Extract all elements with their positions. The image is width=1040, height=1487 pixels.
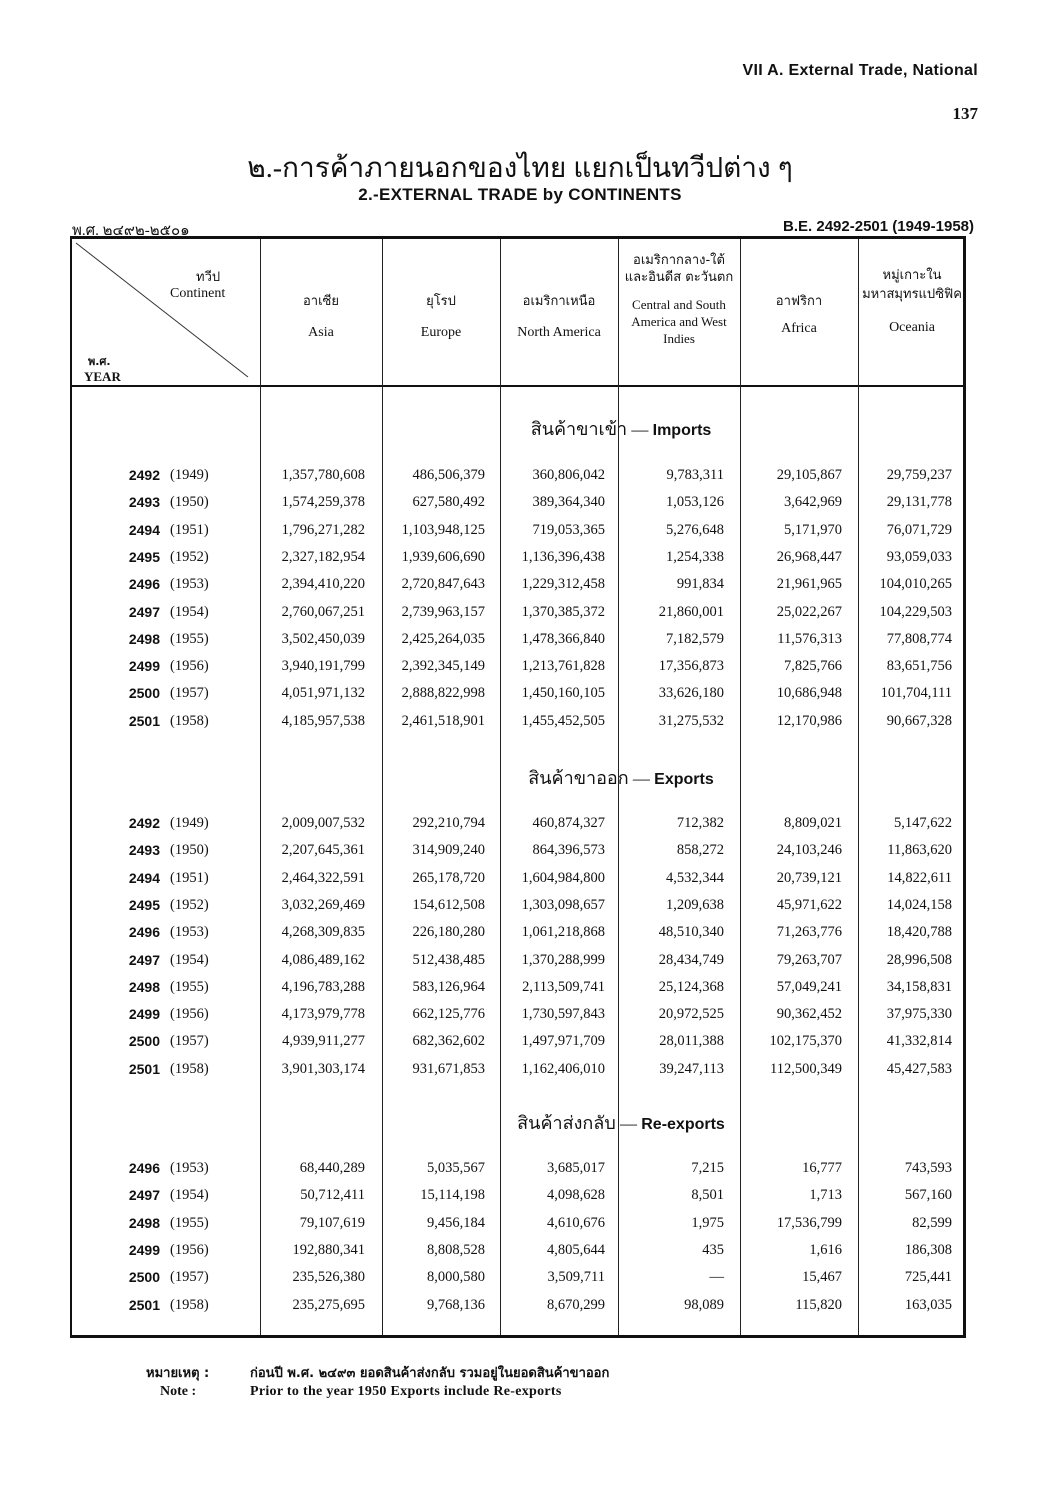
value-cell: 14,822,611 xyxy=(887,869,952,886)
value-cell: 1,604,984,800 xyxy=(521,869,605,886)
column-header-north-america xyxy=(500,292,618,342)
value-cell: 3,642,969 xyxy=(784,494,842,511)
value-cell: 3,685,017 xyxy=(547,1160,605,1176)
value-cell: 682,362,602 xyxy=(412,1033,485,1050)
value-cell: 2,425,264,035 xyxy=(401,630,485,647)
value-cell: 1,229,312,458 xyxy=(521,576,605,593)
section-title-dash: — xyxy=(628,769,655,788)
table-row xyxy=(70,631,966,658)
value-cell: 4,098,628 xyxy=(547,1187,605,1204)
value-cell: 1,103,948,125 xyxy=(401,521,485,538)
value-cell: 8,670,299 xyxy=(547,1296,605,1313)
year-common-era: (1951) xyxy=(170,869,209,886)
value-cell: 2,327,182,954 xyxy=(281,548,365,565)
column-header-africa xyxy=(740,292,858,338)
year-common-era: (1954) xyxy=(170,951,209,968)
value-cell: 15,467 xyxy=(802,1269,842,1286)
column-header-english: Europe xyxy=(420,325,462,340)
value-cell: 858,272 xyxy=(676,842,724,859)
value-cell: 2,464,322,591 xyxy=(281,869,365,886)
value-cell: 5,147,622 xyxy=(894,815,952,831)
value-cell: 265,178,720 xyxy=(412,869,485,886)
value-cell: 1,053,126 xyxy=(666,494,724,511)
value-cell: 2,739,963,157 xyxy=(401,603,485,620)
value-cell: 1,574,259,378 xyxy=(281,494,365,511)
value-cell: 29,759,237 xyxy=(886,467,952,483)
year-common-era: (1956) xyxy=(170,658,209,675)
value-cell: 17,536,799 xyxy=(776,1214,842,1231)
value-cell: 3,502,450,039 xyxy=(281,630,365,647)
value-cell: 37,975,330 xyxy=(886,1006,952,1023)
table-row xyxy=(70,842,966,869)
year-common-era: (1956) xyxy=(170,1241,209,1258)
year-common-era: (1956) xyxy=(170,1006,209,1023)
value-cell: 3,509,711 xyxy=(547,1269,605,1286)
column-header-english: Oceania xyxy=(889,320,935,335)
column-header-thai: อาเซีย xyxy=(303,294,339,309)
table-row xyxy=(70,924,966,951)
year-buddhist-era: 2492 xyxy=(128,467,160,483)
value-cell: 25,022,267 xyxy=(776,603,842,620)
value-cell: 1,450,160,105 xyxy=(521,685,605,702)
value-cell: 26,968,447 xyxy=(776,548,842,565)
column-header-europe xyxy=(382,292,500,342)
table-row xyxy=(70,467,966,494)
value-cell: 12,170,986 xyxy=(776,712,842,729)
table-row xyxy=(70,1297,966,1324)
year-buddhist-era: 2496 xyxy=(128,576,160,593)
year-common-era: (1950) xyxy=(170,842,209,859)
value-cell: 2,394,410,220 xyxy=(281,576,365,593)
table-row xyxy=(70,952,966,979)
column-header-english: Africa xyxy=(781,321,817,336)
value-cell: 29,105,867 xyxy=(776,467,842,483)
table-row xyxy=(70,604,966,631)
section-title-dash: — xyxy=(627,420,653,439)
value-cell: 1,939,606,690 xyxy=(401,548,485,565)
year-buddhist-era: 2495 xyxy=(128,548,160,565)
value-cell: 314,909,240 xyxy=(412,842,485,859)
section-title xyxy=(260,1108,982,1137)
value-cell: 25,124,368 xyxy=(658,978,724,995)
value-cell: 8,000,580 xyxy=(427,1269,485,1286)
column-header-thai: หมู่เกาะในมหาสมุทรแปซิฟิค xyxy=(862,268,962,302)
value-cell: 2,720,847,643 xyxy=(401,576,485,593)
value-cell: 192,880,341 xyxy=(292,1241,365,1258)
value-cell: 2,888,822,998 xyxy=(401,685,485,702)
value-cell: 29,131,778 xyxy=(886,494,952,511)
value-cell: 1,061,218,868 xyxy=(521,924,605,941)
value-cell: 93,059,033 xyxy=(886,548,952,565)
table-row xyxy=(70,1006,966,1033)
value-cell: 104,010,265 xyxy=(879,576,952,593)
corner-year-english: YEAR xyxy=(84,369,121,384)
year-common-era: (1957) xyxy=(170,1033,209,1050)
value-cell: 4,610,676 xyxy=(547,1214,605,1231)
column-header-english: Central and South America and West Indies xyxy=(631,297,727,346)
table-row xyxy=(70,576,966,603)
year-buddhist-era: 2492 xyxy=(128,815,160,831)
column-header-oceania xyxy=(858,266,966,337)
table-row xyxy=(70,815,966,842)
table-row xyxy=(70,522,966,549)
value-cell: 4,086,489,162 xyxy=(281,951,365,968)
value-cell: 17,356,873 xyxy=(658,658,724,675)
year-buddhist-era: 2499 xyxy=(128,1241,160,1258)
value-cell: 743,593 xyxy=(904,1160,952,1176)
year-buddhist-era: 2496 xyxy=(128,1160,160,1176)
value-cell: 45,971,622 xyxy=(776,896,842,913)
value-cell: 2,113,509,741 xyxy=(522,978,605,995)
value-cell: 4,051,971,132 xyxy=(281,685,365,702)
year-buddhist-era: 2496 xyxy=(128,924,160,941)
value-cell: 79,107,619 xyxy=(299,1214,365,1231)
section-title-english: Exports xyxy=(654,771,714,788)
corner-year-thai: พ.ศ. xyxy=(88,355,111,368)
corner-continent-english: Continent xyxy=(170,286,226,301)
running-header: VII A. External Trade, National xyxy=(742,62,978,79)
value-cell: 931,671,853 xyxy=(412,1060,485,1077)
value-cell: 7,825,766 xyxy=(784,658,842,675)
value-cell: 28,011,388 xyxy=(659,1033,724,1050)
value-cell: — xyxy=(709,1269,724,1286)
value-cell: 45,427,583 xyxy=(886,1060,952,1077)
value-cell: 112,500,349 xyxy=(770,1060,842,1077)
value-cell: 163,035 xyxy=(904,1296,952,1313)
value-cell: 8,809,021 xyxy=(784,815,842,831)
value-cell: 115,820 xyxy=(795,1296,842,1313)
value-cell: 226,180,280 xyxy=(412,924,485,941)
period-thai: พ.ศ. ๒๔๙๒-๒๕๐๑ xyxy=(72,223,190,239)
table-row xyxy=(70,549,966,576)
section-title-thai: สินค้าขาเข้า xyxy=(530,419,628,440)
note-label-thai: หมายเหตุ : xyxy=(146,1366,210,1381)
value-cell: 1,455,452,505 xyxy=(521,712,605,729)
value-cell: 34,158,831 xyxy=(886,978,952,995)
value-cell: 2,207,645,361 xyxy=(281,842,365,859)
table-row xyxy=(70,713,966,740)
column-header-thai: อเมริกาเหนือ xyxy=(522,294,596,309)
value-cell: 41,332,814 xyxy=(886,1033,952,1050)
year-buddhist-era: 2499 xyxy=(128,1006,160,1023)
value-cell: 10,686,948 xyxy=(776,685,842,702)
value-cell: 4,173,979,778 xyxy=(281,1006,365,1023)
value-cell: 20,739,121 xyxy=(776,869,842,886)
value-cell: 1,209,638 xyxy=(666,896,724,913)
table-row xyxy=(70,1269,966,1296)
value-cell: 39,247,113 xyxy=(659,1060,724,1077)
value-cell: 79,263,707 xyxy=(776,951,842,968)
value-cell: 154,612,508 xyxy=(412,896,485,913)
year-common-era: (1950) xyxy=(170,494,209,511)
year-common-era: (1952) xyxy=(170,548,209,565)
value-cell: 11,576,313 xyxy=(777,630,842,647)
value-cell: 1,254,338 xyxy=(666,548,724,565)
year-buddhist-era: 2494 xyxy=(128,869,160,886)
column-header-thai: อาฟริกา xyxy=(775,294,823,309)
table-row xyxy=(70,685,966,712)
value-cell: 235,526,380 xyxy=(292,1269,365,1286)
year-buddhist-era: 2497 xyxy=(128,1187,160,1204)
table-row xyxy=(70,494,966,521)
table-row xyxy=(70,1215,966,1242)
value-cell: 435 xyxy=(702,1241,724,1258)
year-buddhist-era: 2501 xyxy=(128,712,160,729)
year-common-era: (1954) xyxy=(170,1187,209,1204)
value-cell: 18,420,788 xyxy=(886,924,952,941)
value-cell: 1,370,288,999 xyxy=(521,951,605,968)
year-buddhist-era: 2493 xyxy=(128,494,160,511)
value-cell: 719,053,365 xyxy=(532,521,605,538)
year-common-era: (1955) xyxy=(170,978,209,995)
column-header-thai: ยุโรป xyxy=(426,294,456,309)
note-text-english: Prior to the year 1950 Exports include Re-exports xyxy=(250,1384,562,1399)
value-cell: 15,114,198 xyxy=(420,1187,485,1204)
value-cell: 235,275,695 xyxy=(292,1296,365,1313)
value-cell: 360,806,042 xyxy=(532,467,605,483)
value-cell: 9,768,136 xyxy=(427,1296,485,1313)
year-common-era: (1952) xyxy=(170,896,209,913)
year-buddhist-era: 2497 xyxy=(128,603,160,620)
section-title xyxy=(260,763,982,792)
column-header-thai: อเมริกากลาง-ใต้และอินดีส ตะวันตก xyxy=(624,253,734,285)
year-common-era: (1955) xyxy=(170,630,209,647)
value-cell: 389,364,340 xyxy=(532,494,605,511)
section-title-english: Re-exports xyxy=(641,1116,725,1133)
year-common-era: (1953) xyxy=(170,924,209,941)
year-buddhist-era: 2497 xyxy=(128,951,160,968)
year-buddhist-era: 2498 xyxy=(128,1214,160,1231)
value-cell: 21,961,965 xyxy=(776,576,842,593)
value-cell: 77,808,774 xyxy=(886,630,952,647)
value-cell: 9,783,311 xyxy=(666,467,724,483)
value-cell: 567,160 xyxy=(904,1187,952,1204)
section-title xyxy=(260,414,982,443)
value-cell: 3,940,191,799 xyxy=(281,658,365,675)
value-cell: 4,268,309,835 xyxy=(281,924,365,941)
value-cell: 3,032,269,469 xyxy=(281,896,365,913)
year-buddhist-era: 2500 xyxy=(128,685,160,702)
table-row xyxy=(70,1242,966,1269)
value-cell: 28,434,749 xyxy=(658,951,724,968)
value-cell: 82,599 xyxy=(912,1214,952,1231)
value-cell: 76,071,729 xyxy=(886,521,952,538)
table-row xyxy=(70,897,966,924)
period-english: B.E. 2492-2501 (1949-1958) xyxy=(783,218,974,235)
section-title-thai: สินค้าส่งกลับ xyxy=(517,1113,616,1134)
year-common-era: (1954) xyxy=(170,603,209,620)
value-cell: 1,713 xyxy=(809,1187,842,1204)
value-cell: 460,874,327 xyxy=(532,815,605,831)
value-cell: 486,506,379 xyxy=(412,467,485,483)
year-buddhist-era: 2500 xyxy=(128,1269,160,1286)
year-buddhist-era: 2495 xyxy=(128,896,160,913)
value-cell: 57,049,241 xyxy=(776,978,842,995)
value-cell: 9,456,184 xyxy=(427,1214,485,1231)
value-cell: 1,136,396,438 xyxy=(521,548,605,565)
section-title-thai: สินค้าขาออก xyxy=(528,768,629,789)
value-cell: 3,901,303,174 xyxy=(281,1060,365,1077)
value-cell: 1,730,597,843 xyxy=(521,1006,605,1023)
year-common-era: (1958) xyxy=(170,712,209,729)
table-row xyxy=(70,1061,966,1088)
section-title-dash: — xyxy=(615,1114,642,1133)
value-cell: 1,478,366,840 xyxy=(521,630,605,647)
value-cell: 627,580,492 xyxy=(412,494,485,511)
value-cell: 48,510,340 xyxy=(658,924,724,941)
value-cell: 662,125,776 xyxy=(412,1006,485,1023)
year-buddhist-era: 2500 xyxy=(128,1033,160,1050)
year-buddhist-era: 2501 xyxy=(128,1060,160,1077)
year-common-era: (1949) xyxy=(170,467,209,483)
corner-continent-thai: ทวีป xyxy=(196,270,221,285)
value-cell: 4,532,344 xyxy=(666,869,724,886)
column-header-english: North America xyxy=(517,325,601,340)
title-english: 2.-EXTERNAL TRADE by CONTINENTS xyxy=(358,185,682,204)
value-cell: 102,175,370 xyxy=(769,1033,842,1050)
value-cell: 1,497,971,709 xyxy=(521,1033,605,1050)
year-buddhist-era: 2494 xyxy=(128,521,160,538)
year-common-era: (1951) xyxy=(170,521,209,538)
year-common-era: (1958) xyxy=(170,1296,209,1313)
value-cell: 21,860,001 xyxy=(658,603,724,620)
column-header-asia xyxy=(260,292,382,342)
value-cell: 2,760,067,251 xyxy=(281,603,365,620)
table-row xyxy=(70,1033,966,1060)
value-cell: 101,704,111 xyxy=(880,685,952,702)
year-buddhist-era: 2493 xyxy=(128,842,160,859)
year-common-era: (1957) xyxy=(170,685,209,702)
value-cell: 186,308 xyxy=(904,1241,952,1258)
value-cell: 24,103,246 xyxy=(776,842,842,859)
value-cell: 725,441 xyxy=(904,1269,952,1286)
value-cell: 7,182,579 xyxy=(666,630,724,647)
year-common-era: (1955) xyxy=(170,1214,209,1231)
year-common-era: (1953) xyxy=(170,1160,209,1176)
value-cell: 90,362,452 xyxy=(776,1006,842,1023)
value-cell: 4,196,783,288 xyxy=(281,978,365,995)
value-cell: 1,357,780,608 xyxy=(281,467,365,483)
value-cell: 7,215 xyxy=(691,1160,724,1176)
value-cell: 8,501 xyxy=(691,1187,724,1204)
value-cell: 8,808,528 xyxy=(427,1241,485,1258)
year-common-era: (1949) xyxy=(170,815,209,831)
value-cell: 2,009,007,532 xyxy=(281,815,365,831)
year-buddhist-era: 2498 xyxy=(128,978,160,995)
note-label-english: Note : xyxy=(160,1384,197,1399)
value-cell: 83,651,756 xyxy=(886,658,952,675)
value-cell: 292,210,794 xyxy=(412,815,485,831)
value-cell: 1,975 xyxy=(691,1214,724,1231)
value-cell: 1,303,098,657 xyxy=(521,896,605,913)
value-cell: 1,162,406,010 xyxy=(521,1060,605,1077)
year-buddhist-era: 2501 xyxy=(128,1296,160,1313)
value-cell: 864,396,573 xyxy=(532,842,605,859)
year-buddhist-era: 2498 xyxy=(128,630,160,647)
value-cell: 512,438,485 xyxy=(412,951,485,968)
value-cell: 1,796,271,282 xyxy=(281,521,365,538)
year-common-era: (1957) xyxy=(170,1269,209,1286)
value-cell: 33,626,180 xyxy=(658,685,724,702)
year-common-era: (1958) xyxy=(170,1060,209,1077)
column-header-english: Asia xyxy=(308,325,334,340)
value-cell: 4,805,644 xyxy=(547,1241,605,1258)
title-thai: ๒.-การค้าภายนอกของไทย แยกเป็นทวีปต่าง ๆ xyxy=(247,153,793,184)
value-cell: 11,863,620 xyxy=(887,842,952,859)
table-row xyxy=(70,1160,966,1187)
value-cell: 2,461,518,901 xyxy=(401,712,485,729)
value-cell: 1,616 xyxy=(809,1241,842,1258)
section-title-english: Imports xyxy=(652,422,712,439)
year-buddhist-era: 2499 xyxy=(128,658,160,675)
table-row xyxy=(70,1187,966,1214)
value-cell: 5,171,970 xyxy=(784,521,842,538)
value-cell: 90,667,328 xyxy=(886,712,952,729)
table-row xyxy=(70,658,966,685)
value-cell: 28,996,508 xyxy=(886,951,952,968)
table-row xyxy=(70,979,966,1006)
value-cell: 98,089 xyxy=(684,1296,724,1313)
value-cell: 712,382 xyxy=(676,815,724,831)
table-row xyxy=(70,870,966,897)
value-cell: 104,229,503 xyxy=(879,603,952,620)
value-cell: 68,440,289 xyxy=(299,1160,365,1176)
value-cell: 2,392,345,149 xyxy=(401,658,485,675)
value-cell: 991,834 xyxy=(676,576,724,593)
header-rule xyxy=(70,385,966,387)
column-header-central-south-america xyxy=(618,252,740,347)
value-cell: 16,777 xyxy=(802,1160,842,1176)
value-cell: 71,263,776 xyxy=(776,924,842,941)
page-number: 137 xyxy=(952,104,978,123)
year-common-era: (1953) xyxy=(170,576,209,593)
value-cell: 1,370,385,372 xyxy=(521,603,605,620)
value-cell: 20,972,525 xyxy=(658,1006,724,1023)
value-cell: 583,126,964 xyxy=(412,978,485,995)
value-cell: 31,275,532 xyxy=(658,712,724,729)
value-cell: 1,213,761,828 xyxy=(521,658,605,675)
value-cell: 4,185,957,538 xyxy=(281,712,365,729)
value-cell: 14,024,158 xyxy=(886,896,952,913)
value-cell: 4,939,911,277 xyxy=(282,1033,365,1050)
note-text-thai: ก่อนปี พ.ศ. ๒๔๙๓ ยอดสินค้าส่งกลับ รวมอยู่ในยอดสินค้าขาออก xyxy=(250,1366,610,1381)
value-cell: 5,035,567 xyxy=(427,1160,485,1176)
value-cell: 50,712,411 xyxy=(300,1187,365,1204)
value-cell: 5,276,648 xyxy=(666,521,724,538)
